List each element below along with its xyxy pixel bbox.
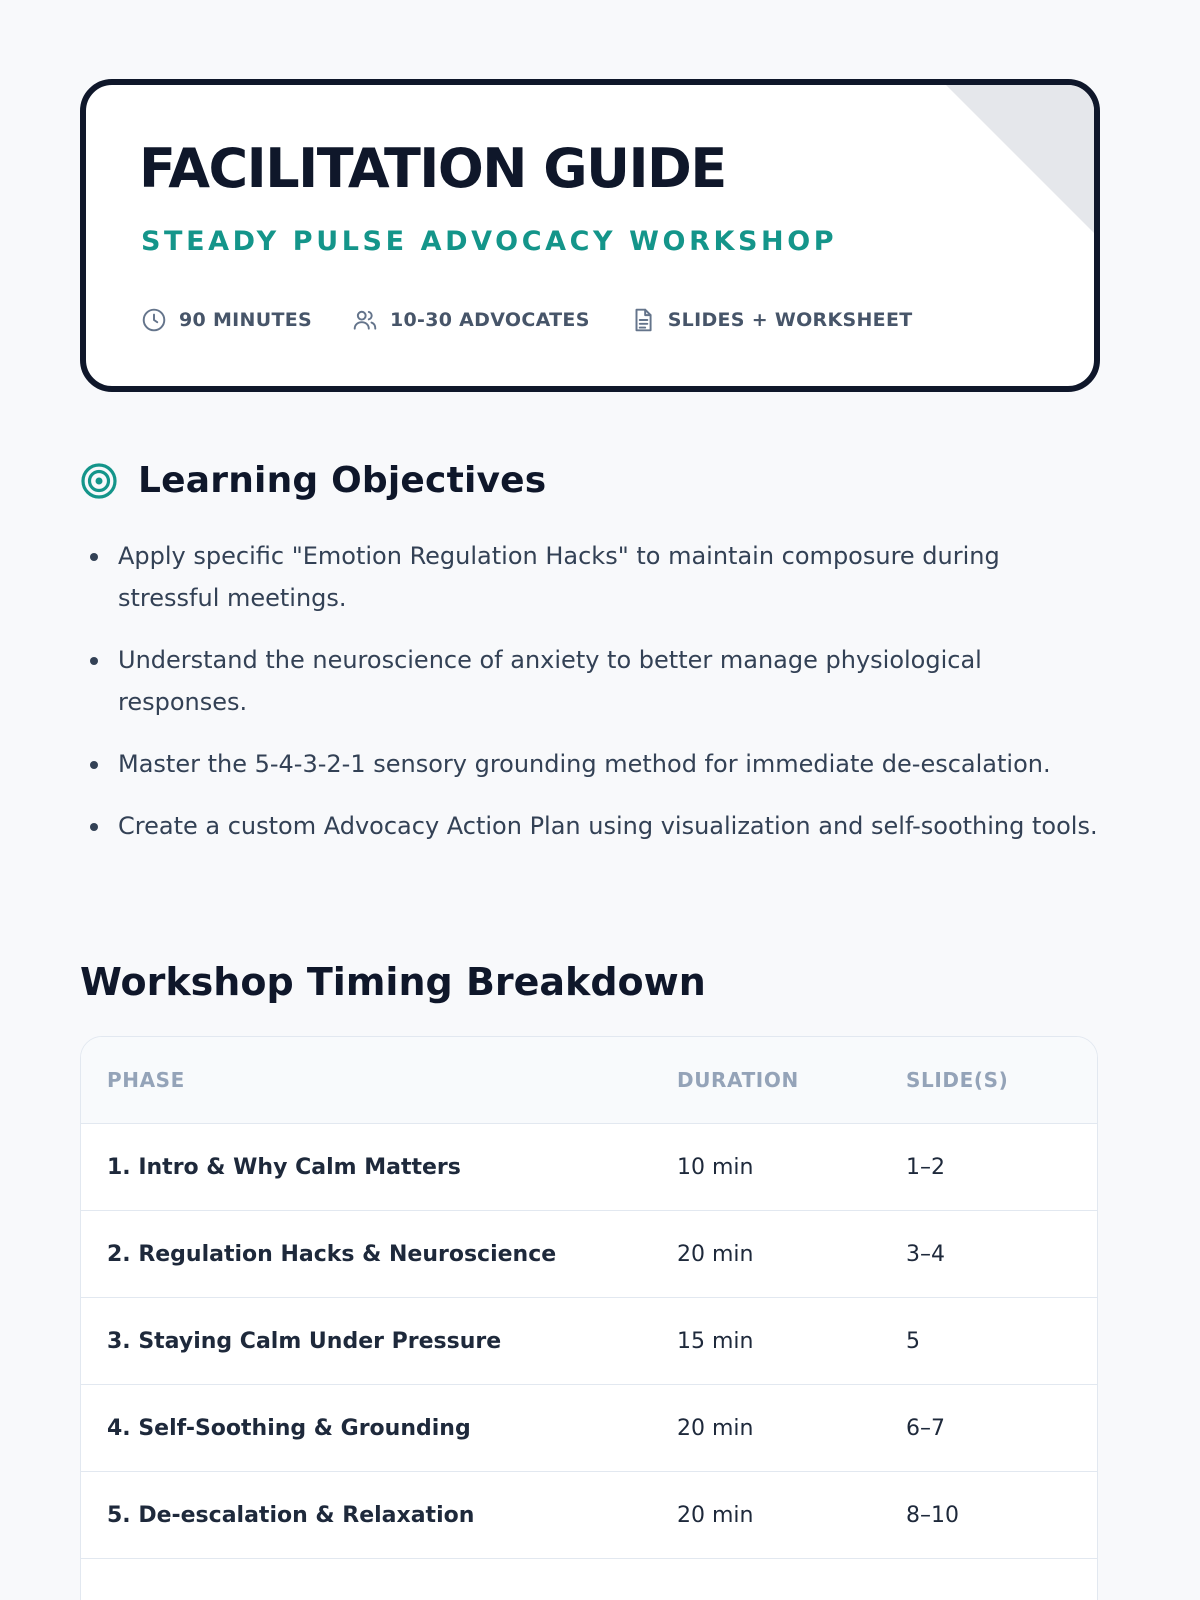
duration-cell: 20 min <box>677 1472 906 1559</box>
slides-cell: 5 <box>906 1298 1097 1385</box>
timing-table-card <box>80 1036 1098 1600</box>
duration-cell: 20 min <box>677 1385 906 1472</box>
table-header-row <box>81 1037 1097 1124</box>
objective-text: Master the 5-4-3-2-1 sensory grounding method for immediate de-escalation. <box>118 750 1051 778</box>
objective-text: Understand the neuroscience of anxiety to better manage physiological responses. <box>118 646 982 716</box>
meta-audience <box>352 307 590 333</box>
meta-row <box>141 307 913 333</box>
slides-cell: 1–2 <box>906 1124 1097 1211</box>
column-header-phase: PHASE <box>81 1037 677 1124</box>
slides-cell: 3–4 <box>906 1211 1097 1298</box>
phase-cell: 1. Intro & Why Calm Matters <box>81 1124 677 1211</box>
guide-header-card <box>80 79 1100 392</box>
meta-materials <box>630 307 913 333</box>
timing-title: Workshop Timing Breakdown <box>80 960 706 1004</box>
column-header-duration: DURATION <box>677 1037 906 1124</box>
list-item <box>80 743 1100 785</box>
objective-text: Create a custom Advocacy Action Plan using visualization and self-soothing tools. <box>118 812 1098 840</box>
table-row <box>81 1385 1097 1472</box>
meta-duration-label: 90 MINUTES <box>179 309 312 331</box>
page-title: FACILITATION GUIDE <box>139 137 726 200</box>
page-fold-corner <box>946 85 1094 233</box>
duration-cell: 15 min <box>677 1298 906 1385</box>
phase-cell: 4. Self-Soothing & Grounding <box>81 1385 677 1472</box>
list-item <box>80 805 1100 847</box>
duration-cell: 10 min <box>677 1124 906 1211</box>
meta-audience-label: 10-30 ADVOCATES <box>390 309 590 331</box>
objective-text: Apply specific "Emotion Regulation Hacks" to maintain composure during stressful meetings. <box>118 542 1000 612</box>
workshop-subtitle: STEADY PULSE ADVOCACY WORKSHOP <box>141 226 838 257</box>
objectives-list <box>80 535 1100 867</box>
slides-cell: 8–10 <box>906 1472 1097 1559</box>
column-header-slides: SLIDE(S) <box>906 1037 1097 1124</box>
timing-table <box>81 1037 1097 1559</box>
objectives-title: Learning Objectives <box>138 460 547 501</box>
duration-cell: 20 min <box>677 1211 906 1298</box>
clock-icon <box>141 307 167 333</box>
phase-cell: 5. De-escalation & Relaxation <box>81 1472 677 1559</box>
table-row <box>81 1124 1097 1211</box>
target-icon <box>80 462 118 500</box>
phase-cell: 2. Regulation Hacks & Neuroscience <box>81 1211 677 1298</box>
slides-cell: 6–7 <box>906 1385 1097 1472</box>
list-item <box>80 639 1100 723</box>
bullet-dot <box>90 657 98 665</box>
phase-cell: 3. Staying Calm Under Pressure <box>81 1298 677 1385</box>
document-icon <box>630 307 656 333</box>
table-row <box>81 1211 1097 1298</box>
objectives-heading <box>80 460 546 501</box>
users-icon <box>352 307 378 333</box>
meta-materials-label: SLIDES + WORKSHEET <box>667 309 913 331</box>
meta-duration <box>141 307 312 333</box>
bullet-dot <box>90 761 98 769</box>
bullet-dot <box>90 553 98 561</box>
bullet-dot <box>90 823 98 831</box>
table-row <box>81 1298 1097 1385</box>
list-item <box>80 535 1100 619</box>
table-row <box>81 1472 1097 1559</box>
